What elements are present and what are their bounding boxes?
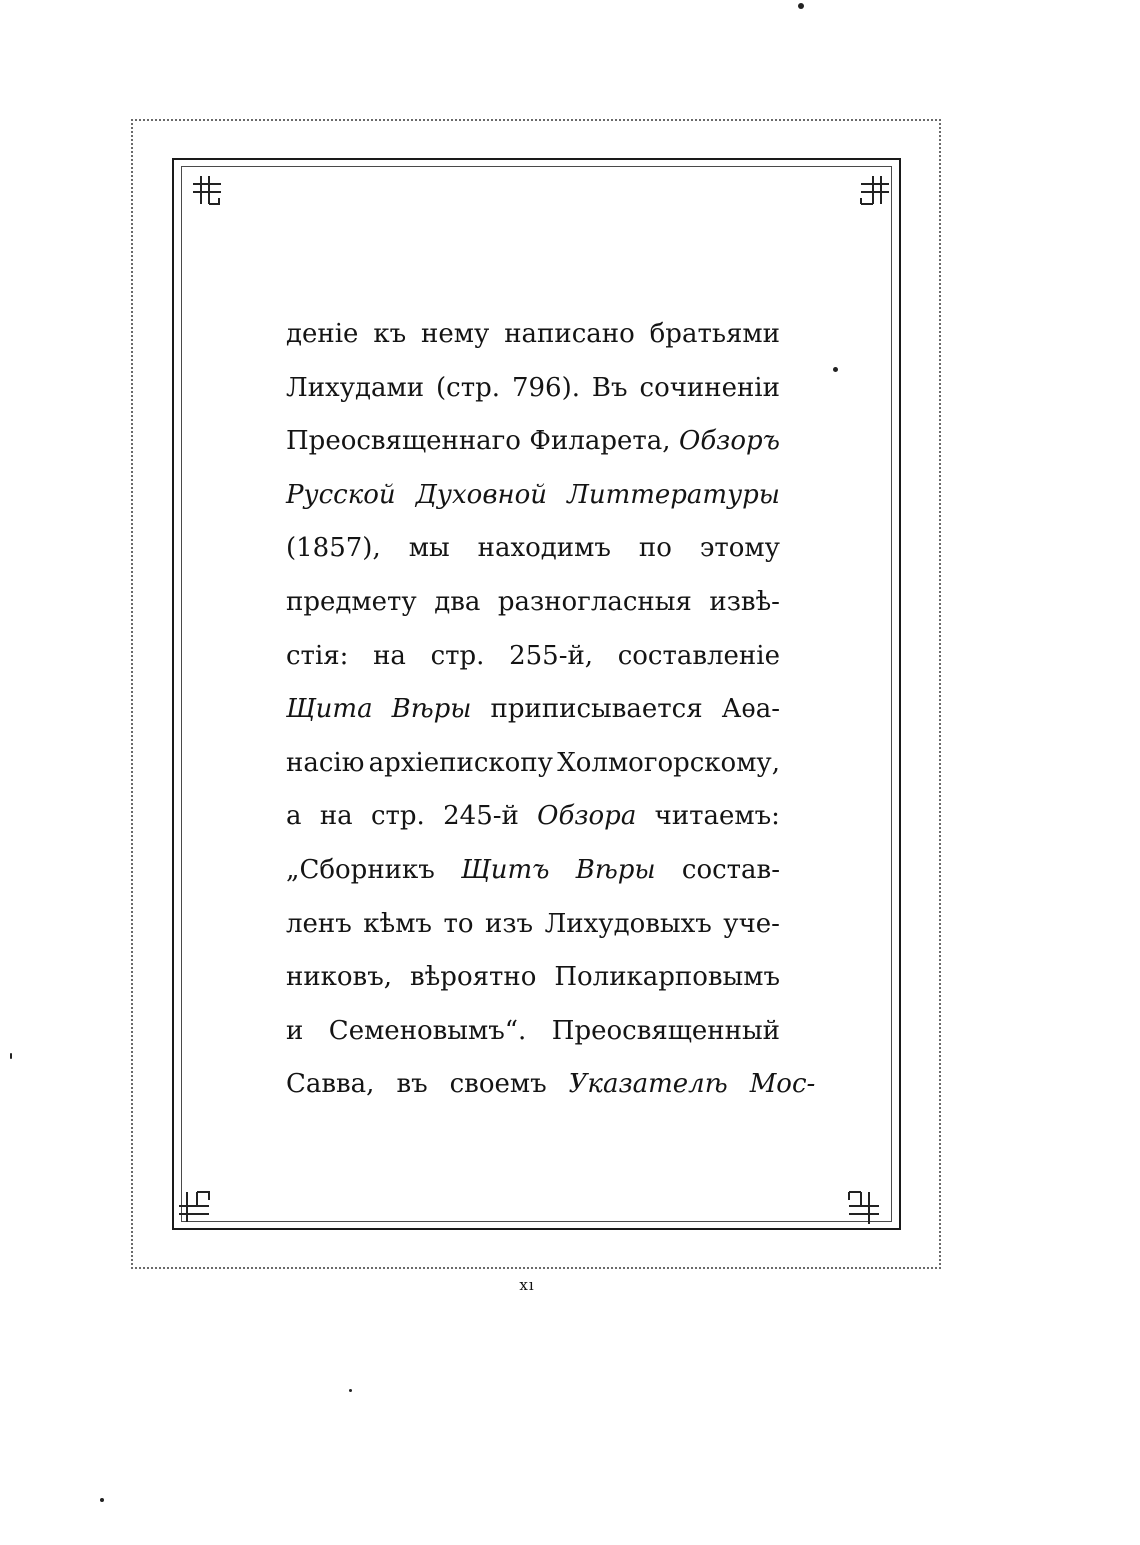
word: читаемъ:	[654, 801, 780, 832]
word: Аѳа-	[721, 694, 780, 725]
word: архіепископу	[368, 747, 553, 778]
word: и	[286, 1015, 304, 1046]
scan-speck	[798, 3, 804, 9]
word: уче-	[723, 908, 780, 939]
word: находимъ	[477, 533, 611, 564]
text-line	[286, 790, 780, 844]
text-line	[286, 362, 780, 416]
word: никовъ,	[286, 962, 393, 993]
scan-speck	[349, 1389, 352, 1392]
text-line	[286, 951, 780, 1005]
word: сочиненіи	[639, 372, 780, 403]
page-number: xı	[519, 1276, 535, 1294]
text-line	[286, 844, 780, 898]
word: стр.	[370, 801, 425, 832]
word: Преосвященный	[551, 1015, 780, 1046]
word: Поликарповымъ	[554, 962, 780, 993]
corner-ornament-bottom-right	[843, 1188, 883, 1228]
word: два	[434, 586, 481, 617]
word: 796).	[511, 372, 580, 403]
word: состав-	[681, 854, 780, 885]
word: то	[443, 908, 474, 939]
text-line	[286, 737, 780, 791]
word: Холмогорскому,	[557, 747, 780, 778]
word: братьями	[649, 319, 780, 349]
word: а	[286, 801, 302, 832]
word: разногласныя	[497, 586, 692, 617]
word: деніе	[286, 319, 359, 349]
italic-word: Щита	[286, 694, 373, 725]
word: составленіе	[617, 640, 780, 671]
word: въ	[396, 1069, 428, 1100]
word: нему	[421, 319, 490, 349]
word: стр.	[430, 640, 485, 671]
scan-speck	[833, 367, 838, 372]
italic-word: Обзора	[537, 801, 637, 832]
scan-speck	[10, 1053, 12, 1059]
word: мы	[408, 533, 450, 564]
word: къ	[373, 319, 407, 349]
text-line	[286, 683, 780, 737]
word: Въ	[591, 372, 628, 403]
text-line	[286, 630, 780, 684]
word: изъ	[485, 908, 534, 939]
body-text	[286, 308, 816, 1112]
word: Савва,	[286, 1069, 375, 1100]
word: Семеновымъ“.	[328, 1015, 527, 1046]
word: Филарета,	[529, 426, 671, 457]
word: предмету	[286, 586, 417, 617]
word: насію	[286, 747, 365, 778]
corner-ornament-top-left	[187, 170, 227, 210]
text-line	[286, 415, 780, 469]
italic-word: Литтературы	[567, 479, 780, 510]
word: на	[319, 801, 353, 832]
word: Лихудовыхъ	[544, 908, 712, 939]
text-line	[286, 522, 780, 576]
word: (1857),	[286, 533, 381, 564]
italic-word: Русской	[286, 479, 396, 510]
italic-word: Мос-	[749, 1069, 816, 1100]
text-line	[286, 576, 780, 630]
word: кѣмъ	[363, 908, 432, 939]
italic-word: Обзоръ	[679, 426, 780, 457]
word: стія:	[286, 640, 349, 671]
word: 245-й	[443, 801, 519, 832]
italic-word: Духовной	[415, 479, 547, 510]
word: Лихудами	[286, 372, 425, 403]
word: на	[373, 640, 406, 671]
scan-speck	[100, 1498, 104, 1502]
italic-word: Вѣры	[575, 854, 656, 885]
word: 255-й,	[509, 640, 594, 671]
text-line	[286, 898, 780, 952]
italic-word: Щитъ	[461, 854, 550, 885]
text-line	[286, 308, 780, 362]
word: приписывается	[490, 694, 703, 725]
word: вѣроятно	[409, 962, 537, 993]
word: „Сборникъ	[286, 854, 435, 885]
text-line	[286, 469, 780, 523]
italic-word: Указателѣ	[568, 1069, 728, 1100]
text-line	[286, 1005, 780, 1059]
word: этому	[699, 533, 780, 564]
word: своемъ	[449, 1069, 547, 1100]
corner-ornament-top-right	[855, 170, 895, 210]
corner-ornament-bottom-left	[175, 1188, 215, 1228]
word: написано	[504, 319, 635, 349]
word: ленъ	[286, 908, 352, 939]
word: извѣ-	[709, 586, 780, 617]
word: (стр.	[436, 372, 500, 403]
word: Преосвященнаго	[286, 426, 521, 457]
text-line	[286, 1058, 816, 1112]
word: по	[638, 533, 672, 564]
italic-word: Вѣры	[391, 694, 472, 725]
